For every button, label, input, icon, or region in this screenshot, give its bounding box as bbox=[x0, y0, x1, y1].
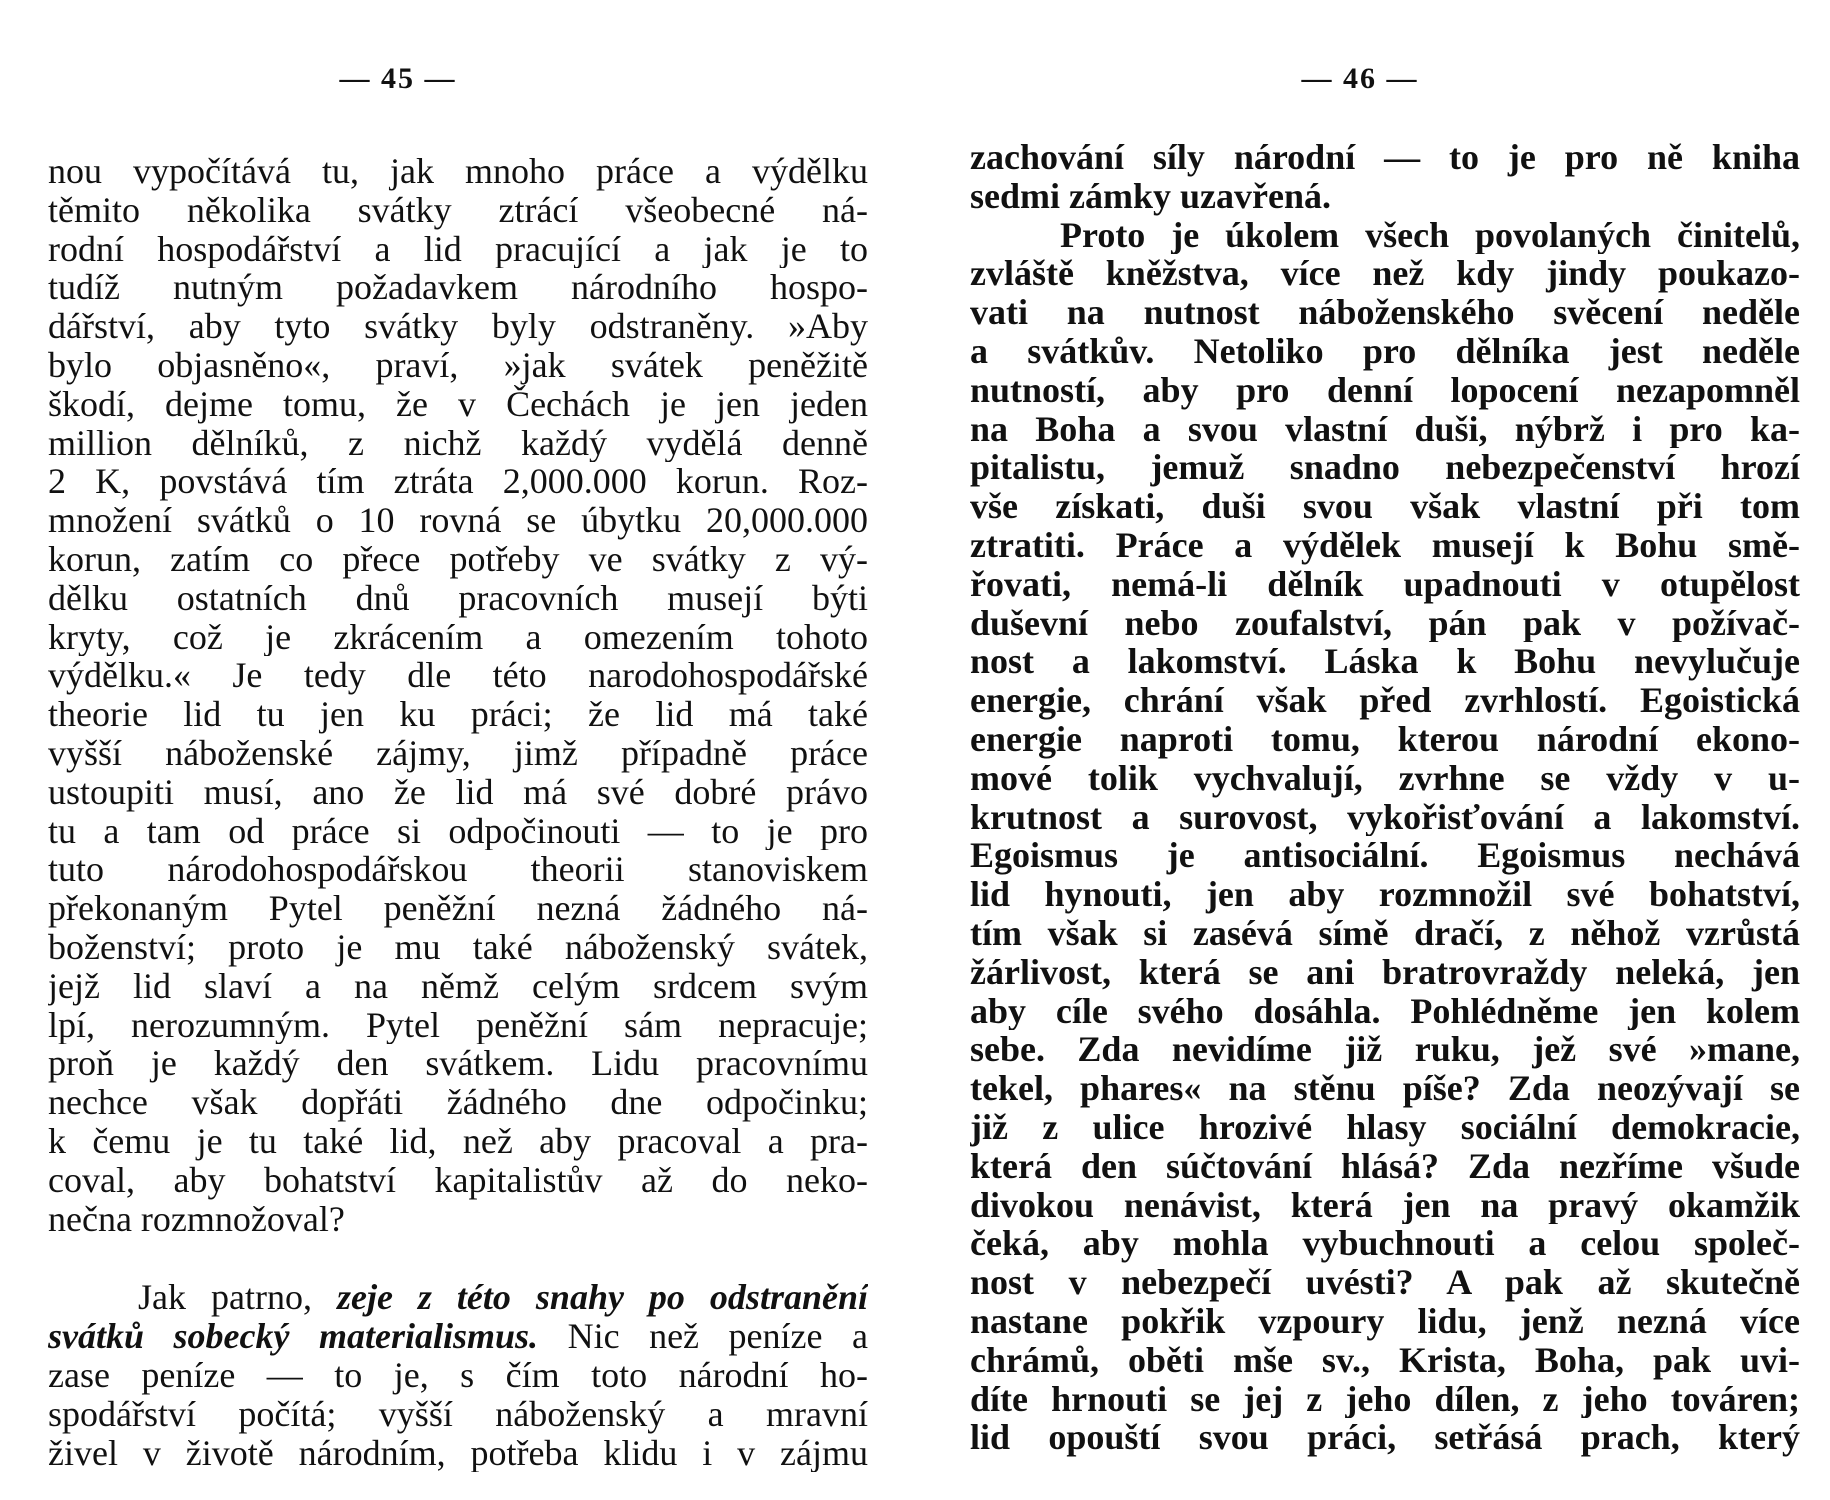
text-line: tekel, phares« na stěnu píše? Zda neozývají se bbox=[970, 1069, 1800, 1108]
text-line: škodí, dejme tomu, že v Čechách je jen jeden bbox=[48, 384, 868, 424]
left-page-text bbox=[48, 152, 868, 1472]
text-line: již z ulice hrozivé hlasy sociální demokracie, bbox=[970, 1107, 1800, 1147]
text-line: k čemu je tu také lid, než aby pracoval a pra- bbox=[48, 1121, 868, 1161]
text-line: aby cíle svého dosáhla. Pohlédněme jen kolem bbox=[970, 991, 1800, 1031]
text-line: divokou nenávist, která jen na pravý okamžik bbox=[970, 1185, 1800, 1225]
text-line: lid hynouti, jen aby rozmnožil své bohatství, bbox=[970, 875, 1800, 914]
text-line: sedmi zámky uzavřená. bbox=[970, 176, 1331, 216]
text-line: Egoismus je antisociální. Egoismus nechává bbox=[970, 836, 1800, 876]
text-line: rodní hospodářství a lid pracující a jak je to bbox=[48, 229, 868, 269]
text-line: ztratiti. Práce a výdělek musejí k Bohu smě- bbox=[970, 525, 1800, 565]
text-line: těmito několika svátky ztrácí všeobecné ná- bbox=[48, 190, 868, 230]
text-line: čeká, aby mohla vybuchnouti a celou společ- bbox=[970, 1224, 1800, 1264]
text-line: vati na nutnost náboženského svěcení neděle bbox=[970, 293, 1800, 332]
text-line: žárlivost, která se ani bratrovraždy neleká, jen bbox=[970, 952, 1800, 992]
text-line: nechce však dopřáti žádného dne odpočinku; bbox=[48, 1083, 868, 1122]
page-number-left: — 45 — bbox=[339, 62, 457, 95]
text-line: chrámů, oběti mše sv., Krista, Boha, pak uvi- bbox=[970, 1340, 1800, 1380]
text-line: díte hrnouti se jej z jeho dílen, z jeho továren; bbox=[970, 1379, 1800, 1419]
text-line: theorie lid tu jen ku práci; že lid má také bbox=[48, 695, 868, 734]
text-line: jejž lid slaví a na němž celým srdcem svým bbox=[48, 966, 868, 1006]
text-line: živel v životě národním, potřeba klidu i v zájmu bbox=[48, 1433, 868, 1473]
text-line: nost a lakomství. Láska k Bohu nevylučuje bbox=[970, 642, 1800, 682]
text-line: korun, zatím co přece potřeby ve svátky z vý- bbox=[48, 539, 868, 579]
text-run: Jak patrno, bbox=[138, 1278, 337, 1318]
text-line: proň je každý den svátkem. Lidu pracovnímu bbox=[48, 1044, 868, 1084]
text-line: boženství; proto je mu také náboženský svátek, bbox=[48, 927, 868, 967]
text-line: bylo objasněno«, praví, »jak svátek peněžitě bbox=[48, 345, 868, 385]
text-line: sebe. Zda nevidíme již ruku, jež své »mane, bbox=[970, 1030, 1800, 1070]
text-line: dělku ostatních dnů pracovních musejí býti bbox=[48, 578, 868, 618]
text-line: nastane pokřik vzpoury lidu, jenž nezná více bbox=[970, 1301, 1800, 1341]
text-line: Proto je úkolem všech povolaných činitelů, bbox=[1060, 215, 1800, 255]
text-line: mové tolik vychvalují, zvrhne se vždy v u- bbox=[970, 758, 1800, 798]
text-line: vše získati, duši svou však vlastní při tom bbox=[970, 487, 1800, 526]
text-line: zase peníze — to je, s čím toto národní ho- bbox=[48, 1355, 868, 1395]
text-line: ustoupiti musí, ano že lid má své dobré právo bbox=[48, 772, 868, 812]
italic-run: svátků sobecký materialismus. bbox=[48, 1317, 539, 1356]
text-line: krutnost a surovost, vykořisťování a lakomství. bbox=[970, 797, 1800, 837]
italic-run: zeje z této snahy po odstranění bbox=[336, 1278, 868, 1318]
text-run: Nic než peníze a bbox=[538, 1317, 868, 1356]
text-line: nou vypočítává tu, jak mnoho práce a výdělku bbox=[48, 152, 868, 191]
text-line: million dělníků, z nichž každý vydělá denně bbox=[48, 423, 868, 463]
text-line: překonaným Pytel peněžní nezná žádného ná- bbox=[48, 889, 868, 928]
text-line: řovati, nemá-li dělník upadnouti v otupělost bbox=[970, 564, 1800, 604]
text-line: zachování síly národní — to je pro ně kniha bbox=[970, 138, 1800, 177]
text-line: tuto národohospodářskou theorii stanoviskem bbox=[48, 850, 868, 890]
paragraph-gap bbox=[48, 1238, 868, 1278]
text-line: tu a tam od práce si odpočinouti — to je pro bbox=[48, 811, 868, 851]
text-line: lid opouští svou práci, setřásá prach, který bbox=[970, 1418, 1800, 1458]
text-line: na Boha a svou vlastní duši, nýbrž i pro ka- bbox=[970, 409, 1800, 449]
text-line: nutností, aby pro denní lopocení nezapomněl bbox=[970, 370, 1800, 410]
text-line: nost v nebezpečí uvésti? A pak až skutečně bbox=[970, 1263, 1800, 1302]
text-line: spodářství počítá; vyšší náboženský a mravní bbox=[48, 1394, 868, 1434]
text-line: vyšší náboženské zájmy, jimž případně práce bbox=[48, 733, 868, 773]
text-line: a svátkův. Netoliko pro dělníka jest neděle bbox=[970, 331, 1800, 371]
text-line: 2 K, povstává tím ztráta 2,000.000 korun. Roz- bbox=[48, 462, 868, 502]
text-line: množení svátků o 10 rovná se úbytku 20,000.000 bbox=[48, 501, 868, 540]
text-line: která den súčtování hlásá? Zda nezříme všude bbox=[970, 1146, 1800, 1186]
text-line: energie naproti tomu, kterou národní ekono- bbox=[970, 719, 1800, 759]
text-line: duševní nebo zoufalství, pán pak v požívač- bbox=[970, 603, 1800, 643]
text-line: výdělku.« Je tedy dle této narodohospodářské bbox=[48, 656, 868, 696]
right-page-text bbox=[970, 138, 1800, 1457]
text-line: energie, chrání však před zvrhlostí. Egoistická bbox=[970, 681, 1800, 720]
text-line: tudíž nutným požadavkem národního hospo- bbox=[48, 268, 868, 308]
text-line: lpí, nerozumným. Pytel peněžní sám nepracuje; bbox=[48, 1005, 868, 1045]
text-line: tím však si zasévá símě dračí, z něhož vzrůstá bbox=[970, 913, 1800, 953]
text-line: zvláště kněžstva, více než kdy jindy poukazo- bbox=[970, 254, 1800, 294]
text-line: coval, aby bohatství kapitalistův až do neko- bbox=[48, 1160, 868, 1200]
text-line: pitalistu, jemuž snadno nebezpečenství hrozí bbox=[970, 448, 1800, 488]
text-line bbox=[48, 1278, 868, 1317]
text-line bbox=[48, 1317, 868, 1356]
text-line: nečna rozmnožoval? bbox=[48, 1199, 345, 1239]
page-number-right: — 46 — bbox=[1301, 62, 1419, 95]
text-line: kryty, což je zkrácením a omezením tohoto bbox=[48, 617, 868, 657]
text-line: dářství, aby tyto svátky byly odstraněny. »Aby bbox=[48, 307, 868, 346]
